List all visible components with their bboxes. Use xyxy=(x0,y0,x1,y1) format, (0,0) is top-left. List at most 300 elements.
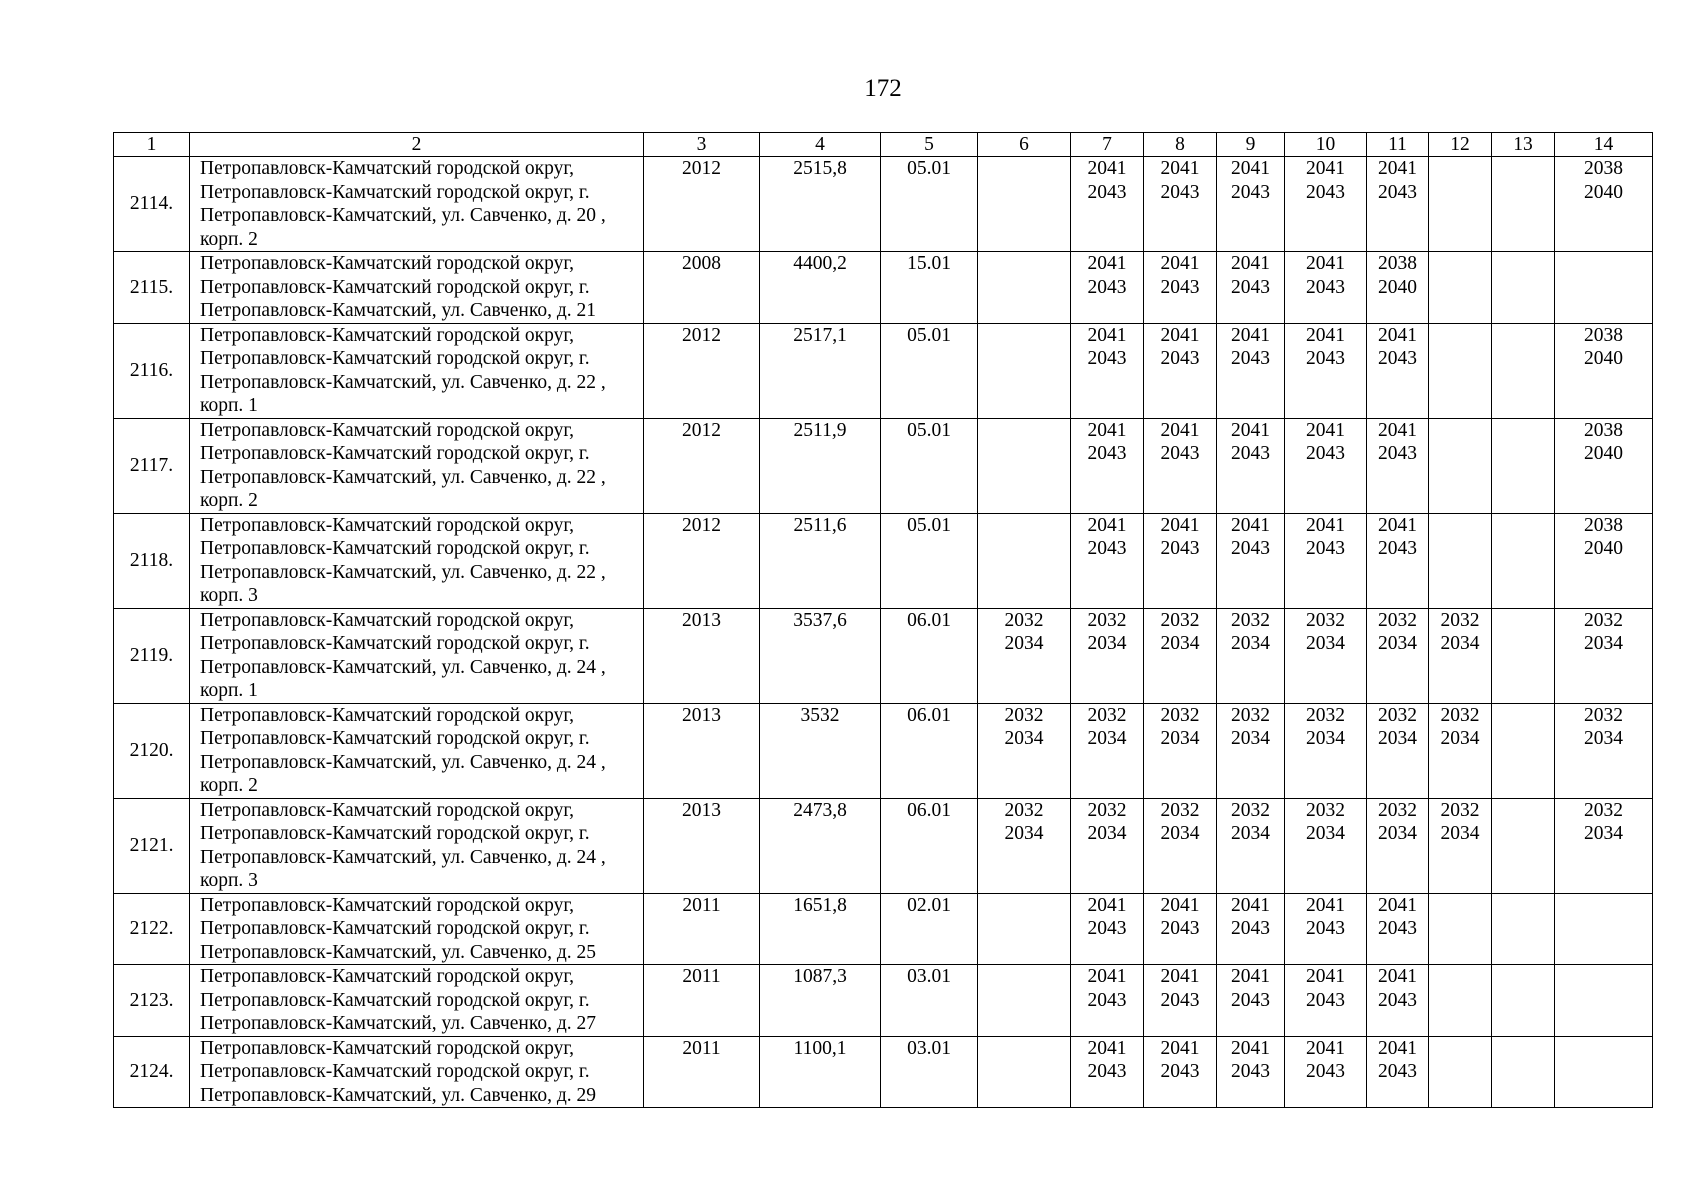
period-cell-7 xyxy=(1071,252,1144,324)
period-cell-7 xyxy=(1071,703,1144,798)
address-line: Петропавловск-Камчатский, ул. Савченко, д. 22 , xyxy=(200,466,606,488)
column-header-6: 6 xyxy=(978,133,1071,157)
period-year: 2041 xyxy=(1231,1037,1270,1059)
period-year: 2034 xyxy=(1306,633,1345,654)
period-cell-12 xyxy=(1429,798,1492,893)
address-line: корп. 3 xyxy=(200,870,258,891)
period-cell-13 xyxy=(1492,513,1555,608)
table-body xyxy=(114,157,1653,1108)
period-cell-10 xyxy=(1285,418,1367,513)
period-cell-11 xyxy=(1367,703,1429,798)
period-year: 2041 xyxy=(1087,966,1127,987)
period-year: 2032 xyxy=(1231,704,1270,726)
period-year: 2043 xyxy=(1378,443,1417,464)
period-cell-9 xyxy=(1217,703,1285,798)
address-line: Петропавловск-Камчатский городской округ, xyxy=(200,966,575,987)
period-year: 2034 xyxy=(1440,633,1480,654)
period-year: 2041 xyxy=(1306,894,1345,916)
year-built-cell: 2011 xyxy=(644,965,760,1037)
address-line: Петропавловск-Камчатский городской округ, г. xyxy=(200,918,590,939)
period-year: 2032 xyxy=(1087,704,1127,726)
period-year: 2032 xyxy=(1231,799,1270,821)
period-year: 2032 xyxy=(1004,799,1044,821)
period-year: 2043 xyxy=(1378,1061,1417,1082)
period-cell-8 xyxy=(1144,608,1217,703)
address-cell xyxy=(190,965,644,1037)
period-year: 2032 xyxy=(1584,799,1623,821)
period-cell-14 xyxy=(1555,157,1653,252)
period-year: 2041 xyxy=(1087,419,1127,441)
period-year: 2034 xyxy=(1440,728,1480,749)
row-number: 2118. xyxy=(114,513,190,608)
table-row xyxy=(114,798,1653,893)
table-row xyxy=(114,418,1653,513)
period-cell-9 xyxy=(1217,252,1285,324)
period-cell-8 xyxy=(1144,798,1217,893)
period-cell-9 xyxy=(1217,798,1285,893)
period-year: 2041 xyxy=(1160,966,1200,987)
address-line: Петропавловск-Камчатский, ул. Савченко, д. 22 , xyxy=(200,561,606,583)
period-year: 2034 xyxy=(1087,823,1127,844)
column-header-8: 8 xyxy=(1144,133,1217,157)
area-cell: 1087,3 xyxy=(760,965,881,1037)
period-year: 2034 xyxy=(1160,823,1200,844)
column-header-3: 3 xyxy=(644,133,760,157)
period-cell-8 xyxy=(1144,418,1217,513)
period-cell-12 xyxy=(1429,323,1492,418)
period-year: 2043 xyxy=(1306,276,1345,298)
period-cell-12 xyxy=(1429,893,1492,965)
period-year: 2043 xyxy=(1231,1061,1270,1082)
area-cell: 4400,2 xyxy=(760,252,881,324)
period-cell-10 xyxy=(1285,703,1367,798)
year-built-cell: 2011 xyxy=(644,1036,760,1108)
period-cell-11 xyxy=(1367,965,1429,1037)
period-cell-13 xyxy=(1492,157,1555,252)
period-cell-12 xyxy=(1429,965,1492,1037)
period-cell-14 xyxy=(1555,323,1653,418)
period-year: 2034 xyxy=(1087,728,1127,749)
period-year: 2043 xyxy=(1087,348,1127,369)
period-cell-14 xyxy=(1555,965,1653,1037)
table-row xyxy=(114,1036,1653,1108)
column-header-12: 12 xyxy=(1429,133,1492,157)
period-year: 2032 xyxy=(1306,609,1345,631)
address-line: Петропавловск-Камчатский городской округ, xyxy=(200,1037,575,1059)
code-cell: 03.01 xyxy=(881,965,978,1037)
address-line: Петропавловск-Камчатский городской округ, г. xyxy=(200,538,590,559)
period-cell-14 xyxy=(1555,1036,1653,1108)
period-year: 2043 xyxy=(1378,918,1417,939)
period-cell-12 xyxy=(1429,157,1492,252)
address-line: Петропавловск-Камчатский городской округ, г. xyxy=(200,348,590,369)
period-cell-7 xyxy=(1071,798,1144,893)
address-line: Петропавловск-Камчатский городской округ, xyxy=(200,514,575,536)
period-cell-6 xyxy=(978,893,1071,965)
table-row xyxy=(114,893,1653,965)
row-number: 2123. xyxy=(114,965,190,1037)
area-cell: 2473,8 xyxy=(760,798,881,893)
period-year: 2041 xyxy=(1087,1037,1127,1059)
column-header-9: 9 xyxy=(1217,133,1285,157)
period-cell-10 xyxy=(1285,798,1367,893)
period-cell-11 xyxy=(1367,252,1429,324)
period-cell-6 xyxy=(978,157,1071,252)
period-year: 2034 xyxy=(1584,633,1623,654)
period-cell-11 xyxy=(1367,798,1429,893)
area-cell: 3532 xyxy=(760,703,881,798)
address-line: Петропавловск-Камчатский, ул. Савченко, д. 24 , xyxy=(200,846,606,868)
period-year: 2043 xyxy=(1306,1061,1345,1082)
period-year: 2034 xyxy=(1231,633,1270,654)
address-line: Петропавловск-Камчатский городской округ, г. xyxy=(200,1061,590,1082)
period-cell-13 xyxy=(1492,252,1555,324)
period-cell-11 xyxy=(1367,893,1429,965)
period-year: 2043 xyxy=(1160,538,1200,559)
row-number: 2115. xyxy=(114,252,190,324)
period-year: 2032 xyxy=(1231,609,1270,631)
period-year: 2043 xyxy=(1087,443,1127,464)
year-built-cell: 2011 xyxy=(644,893,760,965)
column-header-1: 1 xyxy=(114,133,190,157)
period-year: 2043 xyxy=(1087,276,1127,298)
period-year: 2041 xyxy=(1378,1037,1417,1059)
period-cell-10 xyxy=(1285,513,1367,608)
address-line: корп. 2 xyxy=(200,228,258,250)
period-year: 2043 xyxy=(1160,276,1200,298)
period-year: 2041 xyxy=(1231,419,1270,441)
period-cell-14 xyxy=(1555,798,1653,893)
period-cell-6 xyxy=(978,1036,1071,1108)
period-cell-10 xyxy=(1285,252,1367,324)
area-cell: 1100,1 xyxy=(760,1036,881,1108)
period-year: 2034 xyxy=(1231,728,1270,749)
period-year: 2038 xyxy=(1584,514,1623,536)
period-year: 2034 xyxy=(1378,728,1417,749)
code-cell: 05.01 xyxy=(881,323,978,418)
address-line: Петропавловск-Камчатский городской округ, г. xyxy=(200,181,590,203)
period-year: 2041 xyxy=(1087,253,1127,274)
period-cell-12 xyxy=(1429,1036,1492,1108)
period-cell-11 xyxy=(1367,323,1429,418)
period-cell-13 xyxy=(1492,1036,1555,1108)
period-cell-12 xyxy=(1429,418,1492,513)
header-row xyxy=(114,133,1653,157)
period-cell-9 xyxy=(1217,1036,1285,1108)
code-cell: 05.01 xyxy=(881,513,978,608)
table-row xyxy=(114,513,1653,608)
period-year: 2043 xyxy=(1378,989,1417,1011)
column-header-5: 5 xyxy=(881,133,978,157)
period-year: 2034 xyxy=(1160,728,1200,749)
address-cell xyxy=(190,608,644,703)
period-year: 2034 xyxy=(1378,823,1417,844)
period-year: 2032 xyxy=(1440,609,1480,631)
period-year: 2043 xyxy=(1378,181,1417,203)
address-line: Петропавловск-Камчатский, ул. Савченко, д. 24 , xyxy=(200,751,606,773)
year-built-cell: 2012 xyxy=(644,513,760,608)
address-line: Петропавловск-Камчатский городской округ, г. xyxy=(200,989,590,1011)
code-cell: 06.01 xyxy=(881,798,978,893)
period-year: 2038 xyxy=(1584,419,1623,441)
address-cell xyxy=(190,703,644,798)
period-year: 2041 xyxy=(1160,514,1200,536)
period-year: 2041 xyxy=(1306,419,1345,441)
period-year: 2043 xyxy=(1306,989,1345,1011)
address-line: Петропавловск-Камчатский, ул. Савченко, д. 25 xyxy=(200,941,596,963)
period-year: 2040 xyxy=(1584,348,1623,369)
period-year: 2043 xyxy=(1306,443,1345,464)
period-year: 2043 xyxy=(1378,348,1417,369)
period-cell-13 xyxy=(1492,418,1555,513)
address-line: Петропавловск-Камчатский городской округ, xyxy=(200,253,575,274)
period-year: 2043 xyxy=(1231,443,1270,464)
period-year: 2041 xyxy=(1087,324,1127,346)
period-year: 2043 xyxy=(1160,989,1200,1011)
address-line: Петропавловск-Камчатский, ул. Савченко, д. 21 xyxy=(200,300,596,321)
period-year: 2032 xyxy=(1160,704,1200,726)
period-cell-6 xyxy=(978,798,1071,893)
period-year: 2043 xyxy=(1231,538,1270,559)
period-year: 2043 xyxy=(1306,918,1345,939)
period-cell-6 xyxy=(978,513,1071,608)
period-cell-11 xyxy=(1367,608,1429,703)
period-year: 2034 xyxy=(1160,633,1200,654)
period-year: 2043 xyxy=(1087,918,1127,939)
period-cell-14 xyxy=(1555,703,1653,798)
period-year: 2034 xyxy=(1004,633,1044,654)
period-cell-8 xyxy=(1144,965,1217,1037)
period-cell-9 xyxy=(1217,608,1285,703)
period-cell-8 xyxy=(1144,703,1217,798)
address-line: Петропавловск-Камчатский, ул. Савченко, д. 27 xyxy=(200,1013,596,1034)
period-year: 2032 xyxy=(1306,704,1345,726)
period-year: 2032 xyxy=(1087,609,1127,631)
period-cell-11 xyxy=(1367,157,1429,252)
period-year: 2043 xyxy=(1087,989,1127,1011)
area-cell: 2517,1 xyxy=(760,323,881,418)
period-cell-7 xyxy=(1071,418,1144,513)
address-cell xyxy=(190,798,644,893)
column-header-4: 4 xyxy=(760,133,881,157)
year-built-cell: 2008 xyxy=(644,252,760,324)
period-cell-8 xyxy=(1144,1036,1217,1108)
address-line: корп. 1 xyxy=(200,680,258,701)
period-year: 2038 xyxy=(1584,324,1623,346)
period-year: 2043 xyxy=(1160,348,1200,369)
period-year: 2041 xyxy=(1378,514,1417,536)
area-cell: 2515,8 xyxy=(760,157,881,252)
code-cell: 06.01 xyxy=(881,703,978,798)
page-number: 172 xyxy=(864,75,902,102)
area-cell: 1651,8 xyxy=(760,893,881,965)
address-line: Петропавловск-Камчатский, ул. Савченко, д. 22 , xyxy=(200,371,606,393)
period-year: 2034 xyxy=(1306,728,1345,749)
period-year: 2043 xyxy=(1160,918,1200,939)
address-cell xyxy=(190,157,644,252)
period-cell-6 xyxy=(978,965,1071,1037)
period-year: 2041 xyxy=(1160,1037,1200,1059)
column-header-2: 2 xyxy=(190,133,644,157)
period-year: 2032 xyxy=(1440,799,1480,821)
period-year: 2032 xyxy=(1160,799,1200,821)
row-number: 2124. xyxy=(114,1036,190,1108)
period-cell-9 xyxy=(1217,513,1285,608)
table-row xyxy=(114,252,1653,324)
period-cell-6 xyxy=(978,323,1071,418)
period-cell-10 xyxy=(1285,1036,1367,1108)
period-cell-6 xyxy=(978,608,1071,703)
period-year: 2041 xyxy=(1231,894,1270,916)
period-year: 2032 xyxy=(1160,609,1200,631)
period-cell-7 xyxy=(1071,893,1144,965)
column-header-14: 14 xyxy=(1555,133,1653,157)
address-cell xyxy=(190,252,644,324)
period-year: 2034 xyxy=(1306,823,1345,844)
period-year: 2040 xyxy=(1584,181,1623,203)
row-number: 2121. xyxy=(114,798,190,893)
period-year: 2034 xyxy=(1584,728,1623,749)
address-line: корп. 1 xyxy=(200,395,258,416)
address-line: Петропавловск-Камчатский, ул. Савченко, д. 29 xyxy=(200,1084,596,1106)
period-cell-13 xyxy=(1492,798,1555,893)
period-cell-12 xyxy=(1429,252,1492,324)
period-year: 2041 xyxy=(1160,158,1200,179)
address-line: Петропавловск-Камчатский городской округ, xyxy=(200,158,575,179)
row-number: 2120. xyxy=(114,703,190,798)
period-cell-11 xyxy=(1367,1036,1429,1108)
area-cell: 2511,6 xyxy=(760,513,881,608)
period-cell-12 xyxy=(1429,513,1492,608)
code-cell: 05.01 xyxy=(881,418,978,513)
period-cell-10 xyxy=(1285,323,1367,418)
period-cell-8 xyxy=(1144,157,1217,252)
row-number: 2114. xyxy=(114,157,190,252)
period-year: 2043 xyxy=(1087,1061,1127,1082)
row-number: 2122. xyxy=(114,893,190,965)
table-row xyxy=(114,157,1653,252)
row-number: 2116. xyxy=(114,323,190,418)
year-built-cell: 2012 xyxy=(644,157,760,252)
address-line: корп. 2 xyxy=(200,775,258,796)
period-year: 2032 xyxy=(1306,799,1345,821)
code-cell: 06.01 xyxy=(881,608,978,703)
period-year: 2043 xyxy=(1231,989,1270,1011)
address-cell xyxy=(190,323,644,418)
period-year: 2043 xyxy=(1231,348,1270,369)
period-cell-9 xyxy=(1217,157,1285,252)
period-year: 2034 xyxy=(1378,633,1417,654)
period-cell-7 xyxy=(1071,157,1144,252)
period-year: 2038 xyxy=(1378,253,1417,274)
period-cell-8 xyxy=(1144,252,1217,324)
address-cell xyxy=(190,418,644,513)
address-cell xyxy=(190,513,644,608)
column-header-10: 10 xyxy=(1285,133,1367,157)
period-year: 2041 xyxy=(1160,419,1200,441)
period-cell-9 xyxy=(1217,965,1285,1037)
period-cell-13 xyxy=(1492,323,1555,418)
area-cell: 2511,9 xyxy=(760,418,881,513)
period-year: 2043 xyxy=(1087,181,1127,203)
table-row xyxy=(114,608,1653,703)
year-built-cell: 2013 xyxy=(644,703,760,798)
period-year: 2043 xyxy=(1160,1061,1200,1082)
period-year: 2034 xyxy=(1004,823,1044,844)
period-cell-14 xyxy=(1555,418,1653,513)
period-cell-14 xyxy=(1555,513,1653,608)
period-year: 2043 xyxy=(1231,918,1270,939)
address-line: Петропавловск-Камчатский городской округ, xyxy=(200,609,575,631)
address-line: Петропавловск-Камчатский городской округ, xyxy=(200,799,575,821)
period-year: 2032 xyxy=(1584,609,1623,631)
period-cell-8 xyxy=(1144,513,1217,608)
period-year: 2041 xyxy=(1306,966,1345,987)
address-line: Петропавловск-Камчатский городской округ, г. xyxy=(200,728,590,749)
address-line: корп. 2 xyxy=(200,490,258,511)
period-year: 2032 xyxy=(1378,799,1417,821)
period-year: 2041 xyxy=(1087,158,1127,179)
period-year: 2043 xyxy=(1160,443,1200,464)
period-year: 2040 xyxy=(1584,538,1623,559)
period-year: 2043 xyxy=(1231,181,1270,203)
address-line: Петропавловск-Камчатский городской округ, xyxy=(200,419,575,441)
period-year: 2032 xyxy=(1004,609,1044,631)
period-cell-10 xyxy=(1285,157,1367,252)
period-year: 2041 xyxy=(1231,324,1270,346)
period-year: 2041 xyxy=(1306,514,1345,536)
period-cell-7 xyxy=(1071,1036,1144,1108)
period-year: 2041 xyxy=(1087,514,1127,536)
address-cell xyxy=(190,893,644,965)
period-year: 2032 xyxy=(1087,799,1127,821)
period-year: 2032 xyxy=(1004,704,1044,726)
period-cell-8 xyxy=(1144,893,1217,965)
period-year: 2034 xyxy=(1231,823,1270,844)
period-year: 2034 xyxy=(1087,633,1127,654)
address-line: Петропавловск-Камчатский городской округ, г. xyxy=(200,823,590,844)
period-cell-9 xyxy=(1217,418,1285,513)
row-number: 2117. xyxy=(114,418,190,513)
address-line: Петропавловск-Камчатский городской округ, г. xyxy=(200,443,590,464)
period-cell-13 xyxy=(1492,965,1555,1037)
code-cell: 05.01 xyxy=(881,157,978,252)
year-built-cell: 2013 xyxy=(644,608,760,703)
period-year: 2041 xyxy=(1378,966,1417,987)
period-cell-10 xyxy=(1285,893,1367,965)
period-cell-14 xyxy=(1555,608,1653,703)
period-cell-11 xyxy=(1367,418,1429,513)
period-cell-7 xyxy=(1071,965,1144,1037)
table-row xyxy=(114,703,1653,798)
code-cell: 02.01 xyxy=(881,893,978,965)
year-built-cell: 2012 xyxy=(644,418,760,513)
address-line: Петропавловск-Камчатский городской округ, xyxy=(200,324,575,346)
period-year: 2041 xyxy=(1306,253,1345,274)
code-cell: 03.01 xyxy=(881,1036,978,1108)
period-cell-13 xyxy=(1492,893,1555,965)
period-year: 2043 xyxy=(1306,538,1345,559)
period-cell-6 xyxy=(978,418,1071,513)
table-row xyxy=(114,965,1653,1037)
address-line: Петропавловск-Камчатский городской округ, xyxy=(200,894,575,916)
period-year: 2041 xyxy=(1160,324,1200,346)
period-year: 2034 xyxy=(1584,823,1623,844)
period-year: 2032 xyxy=(1584,704,1623,726)
period-year: 2043 xyxy=(1231,276,1270,298)
period-year: 2041 xyxy=(1378,419,1417,441)
period-year: 2043 xyxy=(1087,538,1127,559)
